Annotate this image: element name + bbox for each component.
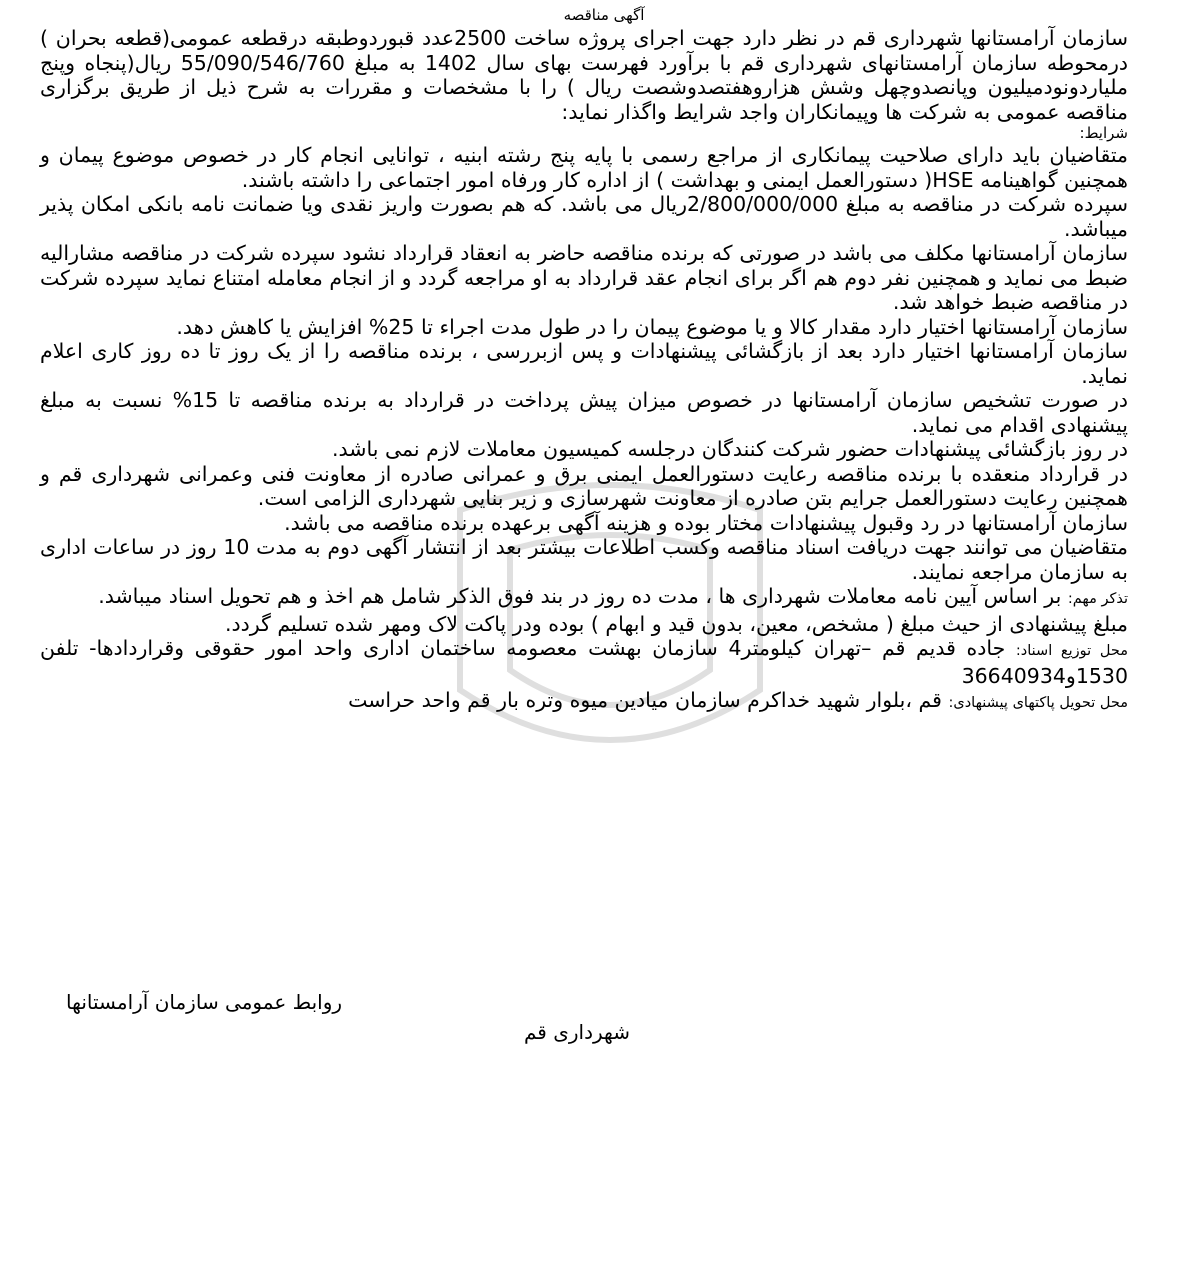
tender-notice [40,4,1128,716]
condition-item: در صورت تشخیص سازمان آرامستانها در خصوص میزان پیش پرداخت در قرارداد به برنده مناقصه تا 15% نسبت به مبلغ پیشنهادی اقدام می نماید. [40,388,1128,437]
distribution-location [40,636,1128,688]
condition-item: متقاضیان می توانند جهت دریافت اسناد مناقصه وکسب اطلاعات بیشتر بعد از انتشار آگهی دوم به مدت 10 روز در ساعات اداری به سازمان مراجعه نمایند. [40,535,1128,584]
intro-paragraph: سازمان آرامستانها شهرداری قم در نظر دارد جهت اجرای پروژه ساخت 2500عدد قبوردوطبقه درقطعه عمومی(قطعه بحران ) درمحوطه سازمان آرامستانهای شهرداری قم با برآورد فهرست بهای سال 1402 به مبلغ 55/090/546/760 ریال(پنجاه وپنج ملیاردونودمیلیون وپانصدوچهل وشش هزاروهفتصدوشصت ریال ) را با مشخصات و مقررات به شرح ذیل از طریق برگزاری مناقصه عمومی به شرکت ها وپیمانکاران واجد شرایط واگذار نماید: [40,26,1128,124]
bid-amount-text: مبلغ پیشنهادی از حیث مبلغ ( مشخص، معین، بدون قید و ابهام ) بوده ودر پاکت لاک ومهر شده تسلیم گردد. [225,611,1128,636]
delivery-location [40,688,1128,716]
delivery-text: قم ،بلوار شهید خداکرم سازمان میادین میوه وتره بار قم واحد حراست [348,688,942,712]
condition-item: متقاضیان باید دارای صلاحیت پیمانکاری از مراجع رسمی با پایه پنج رشته ابنیه ، توانایی انجام کار در خصوص موضوع پیمان و همچنین گواهینامه HSE( دستورالعمل ایمنی و بهداشت ) از اداره کار ورفاه امور اجتماعی را داشته باشند. [40,143,1128,192]
signature-public-relations: روابط عمومی سازمان آرامستانها [66,990,343,1014]
note-text: بر اساس آیین نامه معاملات شهرداری ها ، مدت ده روز در بند فوق الذکر شامل هم اخذ و هم تحویل اسناد میباشد. [98,584,1062,608]
condition-item: سازمان آرامستانها مکلف می باشد در صورتی که برنده مناقصه حاضر به انعقاد قرارداد نشود سپرده شرکت در مناقصه مشارالیه ضبط می نماید و همچنین نفر دوم هم اگر برای انجام عقد قرارداد به او مراجعه گردد و از انجام معامله امتناع نماید سپرده شرکت در مناقصه ضبط خواهد شد. [40,241,1128,314]
condition-item: سازمان آرامستانها در رد وقبول پیشنهادات مختار بوده و هزینه آگهی برعهده برنده مناقصه می باشد. [284,510,1128,535]
condition-item: در روز بازگشائی پیشنهادات حضور شرکت کنندگان درجلسه کمیسیون معاملات لازم نمی باشد. [332,437,1128,461]
signature-municipality: شهرداری قم [524,1020,631,1044]
delivery-label: محل تحویل پاکتهای پیشنهادی: [948,695,1128,711]
condition-item: سازمان آرامستانها اختیار دارد مقدار کالا و یا موضوع پیمان را در طول مدت اجراء تا 25% افزایش یا کاهش دهد. [176,314,1128,339]
important-note [40,584,1128,612]
condition-item: سپرده شرکت در مناقصه به مبلغ 2/800/000/000ریال می باشد. که هم بصورت واریز نقدی ویا ضمانت نامه بانکی امکان پذیر میباشد. [40,192,1128,241]
notice-title: آگهی مناقصه [563,6,645,24]
condition-item: در قرارداد منعقده با برنده مناقصه رعایت دستورالعمل ایمنی برق و عمرانی صادره از معاونت فنی وعمرانی شهرداری قم و همچنین رعایت دستورالعمل جرایم بتن صادره از معاونت شهرسازی و زیر بنایی شهرداری الزامی است. [40,461,1128,510]
distribution-text: جاده قدیم قم –تهران کیلومتر4 سازمان بهشت معصومه ساختمان اداری واحد امور حقوقی وقراردادها- تلفن 1530و36640934 [40,636,1128,688]
conditions-label: شرایط: [1079,124,1128,142]
condition-item: سازمان آرامستانها اختیار دارد بعد از بازگشائی پیشنهادات و پس ازبررسی ، برنده مناقصه را از یک روز تا ده روز کاری اعلام نماید. [40,339,1128,388]
distribution-label: محل توزیع اسناد: [1015,643,1128,659]
note-label: تذکر مهم: [1067,591,1128,607]
